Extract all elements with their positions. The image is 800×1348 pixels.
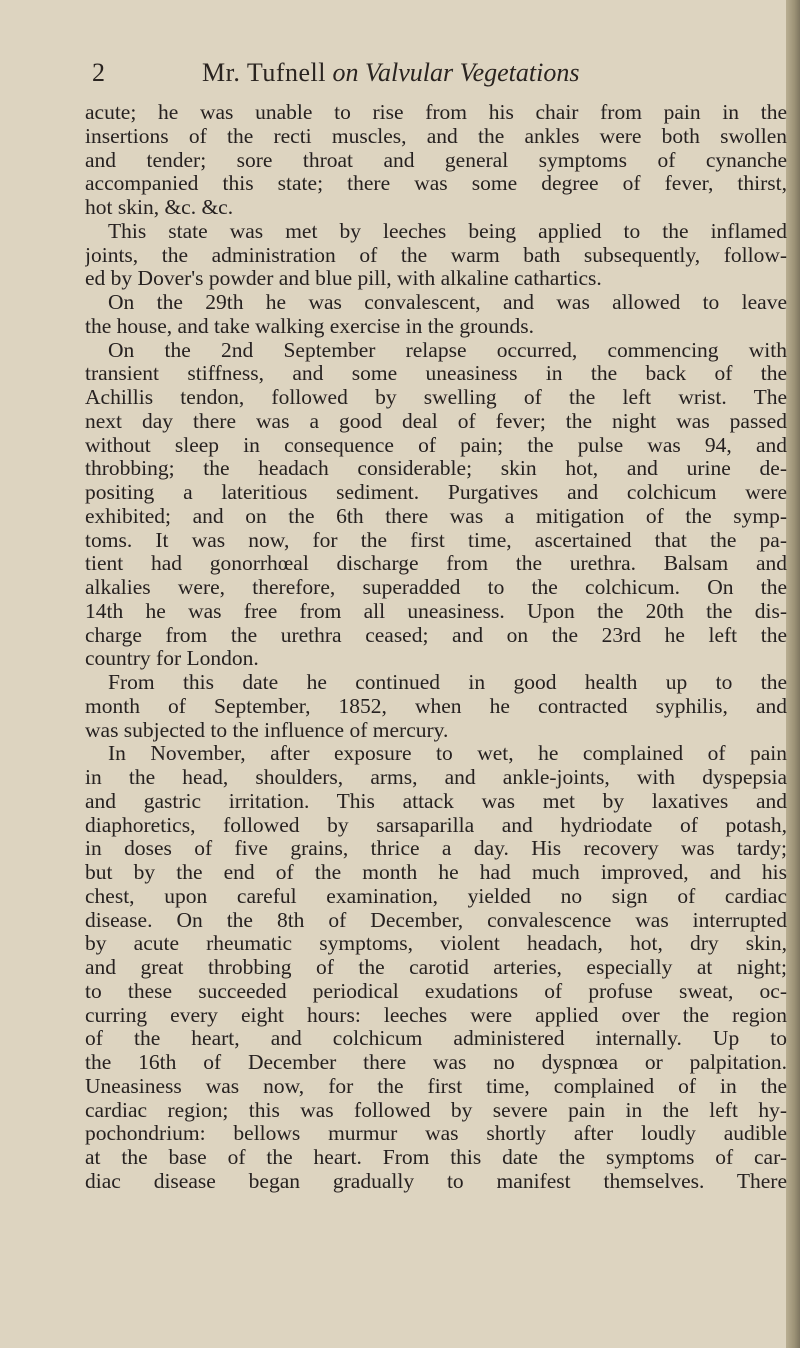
text-line: and gastric irritation. This attack was met by laxatives and [85, 789, 787, 813]
text-line: From this date he continued in good health up to the [108, 671, 787, 694]
text-line: positing a lateritious sediment. Purgatives and colchicum were [85, 481, 787, 504]
text-line: On the 29th he was convalescent, and was allowed to leave [108, 291, 787, 314]
text-line: Achillis tendon, followed by swelling of the left wrist. The [85, 386, 787, 409]
text-line: diac disease began gradually to manifest themselves. There [85, 1169, 787, 1193]
body-text [85, 101, 787, 1194]
text-line: in the head, shoulders, arms, and ankle-joints, with dyspepsia [85, 766, 787, 789]
text-line: throbbing; the headach considerable; skin hot, and urine de- [85, 457, 787, 481]
text-line: chest, upon careful examination, yielded no sign of cardiac [85, 884, 787, 908]
text-line: insertions of the recti muscles, and the ankles were both swollen [85, 124, 787, 148]
text-line: exhibited; and on the 6th there was a mitigation of the symp- [85, 504, 787, 528]
page-edge [786, 0, 800, 1348]
text-line: tient had gonorrhœal discharge from the urethra. Balsam and [85, 552, 787, 576]
text-line: ed by Dover's powder and blue pill, with alkaline cathartics. [85, 267, 602, 291]
text-line: cardiac region; this was followed by severe pain in the left hy- [85, 1098, 787, 1122]
text-line: to these succeeded periodical exudations of profuse sweat, oc- [85, 979, 787, 1003]
text-line: disease. On the 8th of December, convalescence was interrupted [85, 908, 787, 932]
text-line: toms. It was now, for the first time, ascertained that the pa- [85, 528, 787, 552]
text-line: the house, and take walking exercise in the grounds. [85, 314, 534, 338]
text-line: and tender; sore throat and general symptoms of cynanche [85, 148, 787, 172]
text-line: without sleep in consequence of pain; the pulse was 94, and [85, 433, 787, 457]
text-line: in doses of five grains, thrice a day. His recovery was tardy; [85, 837, 787, 861]
text-line: On the 2nd September relapse occurred, commencing with [108, 338, 787, 362]
running-title [202, 58, 579, 88]
text-line: alkalies were, therefore, superadded to the colchicum. On the [85, 576, 787, 599]
text-line: 14th he was free from all uneasiness. Upon the 20th the dis- [85, 599, 787, 623]
text-line: at the base of the heart. From this date the symptoms of car- [85, 1146, 787, 1169]
text-line: joints, the administration of the warm bath subsequently, follow- [85, 243, 787, 267]
text-line: was subjected to the influence of mercury. [85, 718, 449, 742]
text-line: country for London. [85, 647, 259, 671]
text-line: month of September, 1852, when he contracted syphilis, and [85, 694, 787, 718]
text-line: charge from the urethra ceased; and on the 23rd he left the [85, 623, 787, 647]
text-line: transient stiffness, and some uneasiness in the back of the [85, 362, 787, 386]
text-line: This state was met by leeches being applied to the inflamed [108, 219, 787, 243]
running-header [92, 58, 782, 94]
text-line: accompanied this state; there was some degree of fever, thirst, [85, 172, 787, 196]
running-title-author: Mr. Tufnell [202, 58, 326, 87]
text-line: hot skin, &c. &c. [85, 196, 234, 219]
text-line: diaphoretics, followed by sarsaparilla and hydriodate of potash, [85, 813, 787, 837]
text-line: but by the end of the month he had much improved, and his [85, 861, 787, 884]
text-line: by acute rheumatic symptoms, violent headach, hot, dry skin, [85, 932, 787, 956]
text-line: and great throbbing of the carotid arteries, especially at night; [85, 956, 787, 979]
page-number: 2 [92, 58, 105, 87]
text-line: next day there was a good deal of fever; the night was passed [85, 409, 787, 433]
text-line: In November, after exposure to wet, he complained of pain [108, 742, 787, 766]
text-line: acute; he was unable to rise from his chair from pain in the [85, 101, 787, 124]
text-line: Uneasiness was now, for the first time, complained of in the [85, 1074, 787, 1098]
running-title-connector: on [332, 58, 359, 87]
running-title-subject: Valvular Vegetations [365, 58, 580, 87]
text-line: of the heart, and colchicum administered internally. Up to [85, 1027, 787, 1051]
text-line: curring every eight hours: leeches were applied over the region [85, 1003, 787, 1027]
text-line: the 16th of December there was no dyspnœa or palpitation. [85, 1051, 787, 1074]
text-line: pochondrium: bellows murmur was shortly after loudly audible [85, 1122, 787, 1146]
